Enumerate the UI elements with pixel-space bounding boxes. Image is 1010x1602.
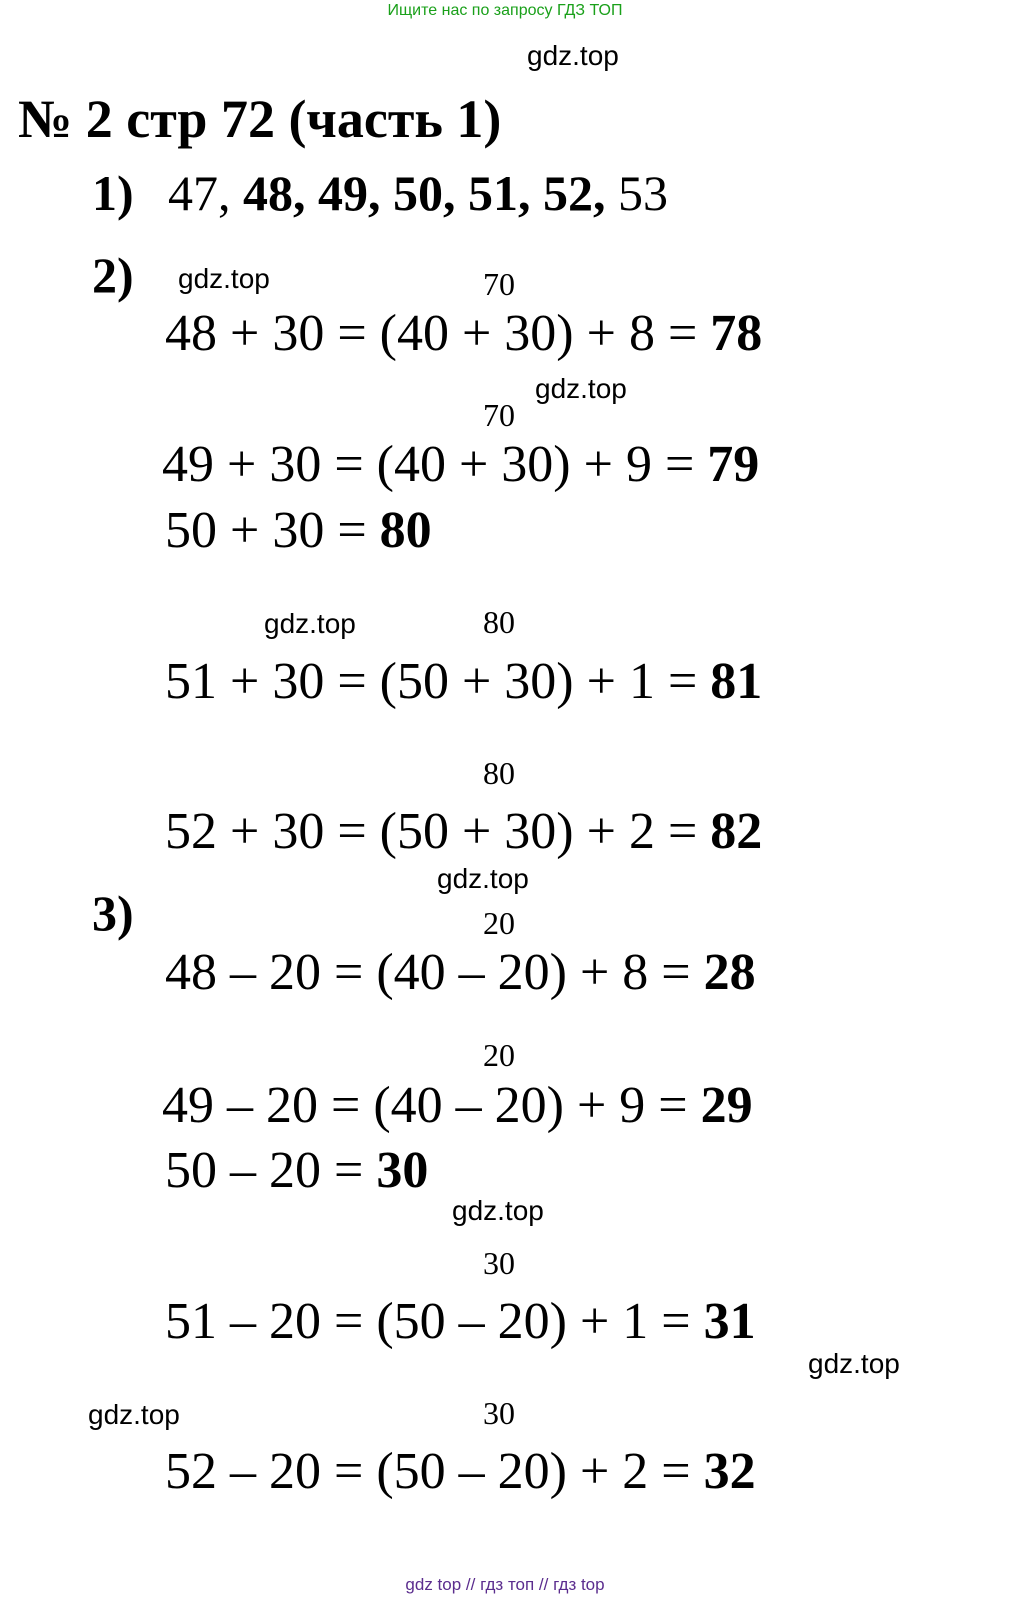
equation-row: [162, 1077, 753, 1134]
equation-row: [165, 653, 763, 710]
equation-row: [165, 1293, 756, 1350]
equation-row: [162, 436, 760, 493]
equation-row: [165, 944, 756, 1001]
equation-expression: 48 – 20 = (40 – 20) + 8 =: [165, 944, 704, 1001]
part-1-label: 1): [92, 165, 134, 221]
equation-row: [165, 1142, 429, 1199]
equation-row: [165, 502, 432, 559]
equation-expression: 50 – 20 =: [165, 1142, 377, 1199]
equation-row: [165, 1443, 756, 1500]
equation-answer: 30: [376, 1142, 429, 1199]
watermark: gdz.top: [88, 1399, 180, 1430]
number-sequence: [168, 165, 668, 221]
equation-expression: 49 – 20 = (40 – 20) + 9 =: [162, 1077, 701, 1134]
page-title: № 2 стр 72 (часть 1): [18, 89, 502, 149]
equation-row: [165, 305, 763, 362]
watermark: gdz.top: [437, 863, 529, 894]
equation-answer: 81: [710, 653, 763, 710]
equation-expression: 51 – 20 = (50 – 20) + 1 =: [165, 1293, 704, 1350]
watermark: gdz.top: [452, 1195, 544, 1226]
rounded-difference-note: 30: [483, 1245, 515, 1281]
rounded-sum-note: 80: [483, 755, 515, 791]
sequence-end: 53: [618, 165, 668, 221]
part-2-label: 2): [92, 247, 134, 303]
equation-expression: 50 + 30 =: [165, 502, 380, 559]
equation-answer: 78: [710, 305, 763, 362]
equation-expression: 51 + 30 = (50 + 30) + 1 =: [165, 653, 711, 710]
equation-expression: 52 – 20 = (50 – 20) + 2 =: [165, 1443, 704, 1500]
equation-row: [165, 803, 763, 860]
sequence-start: 47,: [168, 165, 243, 221]
rounded-difference-note: 20: [483, 905, 515, 941]
watermark: gdz.top: [178, 263, 270, 294]
equation-expression: 49 + 30 = (40 + 30) + 9 =: [162, 436, 708, 493]
sequence-answer: 48, 49, 50, 51, 52,: [243, 165, 618, 221]
equation-answer: 29: [700, 1077, 753, 1134]
equation-answer: 80: [379, 502, 432, 559]
equation-answer: 82: [710, 803, 763, 860]
equation-expression: 48 + 30 = (40 + 30) + 8 =: [165, 305, 711, 362]
watermark: gdz.top: [264, 608, 356, 639]
equation-expression: 52 + 30 = (50 + 30) + 2 =: [165, 803, 711, 860]
footer-links[interactable]: gdz top // гдз топ // гдз top: [405, 1575, 605, 1594]
part-3-label: 3): [92, 885, 134, 941]
rounded-difference-note: 20: [483, 1037, 515, 1073]
rounded-difference-note: 30: [483, 1395, 515, 1431]
equation-answer: 31: [703, 1293, 756, 1350]
top-banner-link[interactable]: Ищите нас по запросу ГДЗ ТОП: [387, 2, 623, 19]
watermark: gdz.top: [808, 1348, 900, 1379]
rounded-sum-note: 70: [483, 397, 515, 433]
rounded-sum-note: 80: [483, 604, 515, 640]
watermark: gdz.top: [535, 373, 627, 404]
equation-answer: 28: [703, 944, 756, 1001]
watermark: gdz.top: [527, 40, 619, 71]
equation-answer: 32: [703, 1443, 756, 1500]
equation-answer: 79: [707, 436, 760, 493]
rounded-sum-note: 70: [483, 266, 515, 302]
